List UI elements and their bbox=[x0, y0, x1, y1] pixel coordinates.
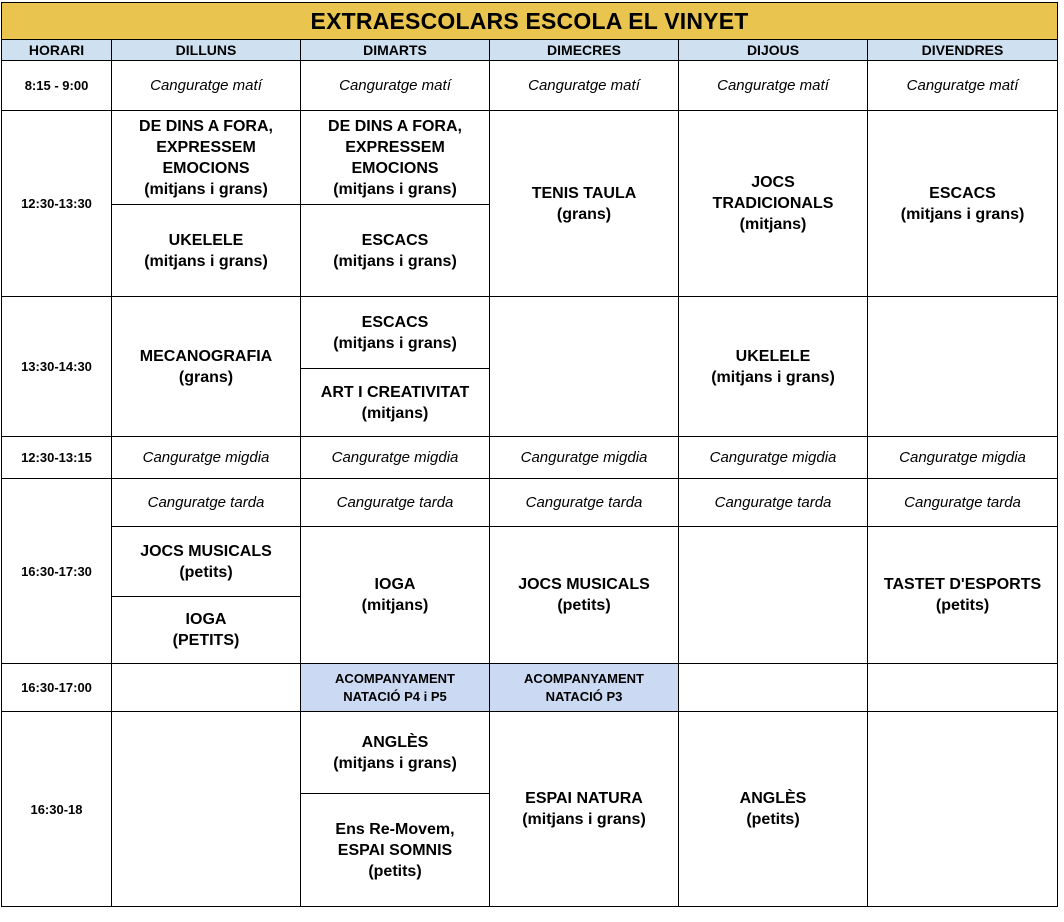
activity-line: TRADICIONALS bbox=[712, 195, 834, 212]
activity-cell bbox=[868, 111, 1058, 297]
activity-line: ESPAI SOMNIS bbox=[337, 841, 453, 859]
activity-line: ESCACS bbox=[361, 231, 429, 249]
empty-cell bbox=[490, 297, 679, 437]
activity-line: DE DINS A FORA, bbox=[139, 117, 273, 135]
activity-line: Ens Re-Movem, bbox=[335, 820, 455, 838]
activity-line: (mitjans i grans) bbox=[333, 334, 457, 352]
activity-line: EXPRESSEM bbox=[156, 138, 256, 156]
activity-line: (petits) bbox=[557, 597, 611, 614]
swim-escort-cell bbox=[301, 664, 490, 712]
midday-care-cell: Canguratge migdia bbox=[112, 437, 301, 479]
time-slot: 8:15 - 9:00 bbox=[2, 61, 112, 111]
header-dilluns: DILLUNS bbox=[112, 40, 301, 61]
activity-cell bbox=[490, 712, 679, 907]
time-slot: 12:30-13:30 bbox=[2, 111, 112, 297]
activity-line: ESCACS bbox=[929, 184, 996, 202]
activity-line: JOCS MUSICALS bbox=[518, 576, 650, 593]
morning-care-cell: Canguratge matí bbox=[301, 61, 490, 111]
activity-line: (mitjans i grans) bbox=[900, 205, 1025, 223]
activity-line: NATACIÓ P4 i P5 bbox=[343, 688, 447, 704]
activity-line: (petits) bbox=[746, 811, 800, 828]
activity-line: ESCACS bbox=[361, 313, 429, 331]
activity-line: (mitjans) bbox=[361, 404, 429, 422]
activity-cell bbox=[301, 527, 490, 664]
time-slot: 16:30-18 bbox=[2, 712, 112, 907]
activity-line: (petits) bbox=[935, 597, 990, 614]
activity-cell bbox=[490, 527, 679, 664]
afternoon-care-cell: Canguratge tarda bbox=[490, 479, 679, 527]
afternoon-care-cell: Canguratge tarda bbox=[679, 479, 868, 527]
activity-line: (PETITS) bbox=[172, 632, 240, 649]
activity-cell bbox=[490, 111, 679, 297]
time-slot: 13:30-14:30 bbox=[2, 297, 112, 437]
activity-cell bbox=[301, 369, 490, 437]
activity-cell bbox=[301, 111, 490, 205]
time-slot: 12:30-13:15 bbox=[2, 437, 112, 479]
activity-line: UKELELE bbox=[168, 231, 244, 249]
morning-care-cell: Canguratge matí bbox=[868, 61, 1058, 111]
activity-line: (mitjans i grans) bbox=[144, 252, 268, 270]
header-dimarts: DIMARTS bbox=[301, 40, 490, 61]
activity-line: (mitjans) bbox=[361, 597, 429, 614]
swim-escort-cell bbox=[490, 664, 679, 712]
activity-line: TASTET D'ESPORTS bbox=[883, 576, 1042, 593]
activity-cell bbox=[679, 712, 868, 907]
midday-care-cell: Canguratge migdia bbox=[868, 437, 1058, 479]
morning-care-cell: Canguratge matí bbox=[679, 61, 868, 111]
time-slot: 16:30-17:00 bbox=[2, 664, 112, 712]
activity-cell bbox=[301, 205, 490, 297]
schedule-table bbox=[1, 2, 1058, 907]
activity-line: (petits) bbox=[179, 563, 233, 581]
activity-line: ART I CREATIVITAT bbox=[320, 383, 470, 401]
activity-cell bbox=[301, 794, 490, 907]
activity-line: NATACIÓ P3 bbox=[545, 688, 623, 704]
activity-cell bbox=[301, 712, 490, 794]
afternoon-care-cell: Canguratge tarda bbox=[112, 479, 301, 527]
activity-line: JOCS MUSICALS bbox=[140, 542, 272, 560]
midday-care-cell: Canguratge migdia bbox=[679, 437, 868, 479]
header-dijous: DIJOUS bbox=[679, 40, 868, 61]
header-divendres: DIVENDRES bbox=[868, 40, 1058, 61]
morning-care-cell: Canguratge matí bbox=[490, 61, 679, 111]
header-horari: HORARI bbox=[2, 40, 112, 61]
activity-line: ANGLÈS bbox=[361, 733, 429, 751]
activity-cell bbox=[112, 297, 301, 437]
morning-care-cell: Canguratge matí bbox=[112, 61, 301, 111]
activity-line: (mitjans i grans) bbox=[333, 180, 457, 198]
empty-cell bbox=[679, 527, 868, 664]
midday-care-cell: Canguratge migdia bbox=[490, 437, 679, 479]
header-dimecres: DIMECRES bbox=[490, 40, 679, 61]
activity-line: (petits) bbox=[368, 862, 422, 880]
empty-cell bbox=[868, 297, 1058, 437]
afternoon-care-cell: Canguratge tarda bbox=[301, 479, 490, 527]
activity-line: (mitjans i grans) bbox=[522, 811, 646, 828]
activity-line: ESPAI NATURA bbox=[525, 790, 643, 807]
activity-cell bbox=[301, 297, 490, 369]
activity-line: ACOMPANYAMENT bbox=[524, 670, 644, 686]
activity-line: ANGLÈS bbox=[739, 790, 807, 807]
activity-line: EMOCIONS bbox=[162, 159, 250, 177]
activity-cell bbox=[112, 205, 301, 297]
activity-line: TENIS TAULA bbox=[531, 184, 637, 202]
activity-cell bbox=[679, 111, 868, 297]
activity-cell bbox=[868, 527, 1058, 664]
activity-cell bbox=[112, 597, 301, 664]
activity-line: DE DINS A FORA, bbox=[328, 117, 462, 135]
schedule-title: EXTRAESCOLARS ESCOLA EL VINYET bbox=[2, 3, 1058, 40]
activity-cell bbox=[112, 527, 301, 597]
activity-line: MECANOGRAFIA bbox=[139, 347, 273, 365]
time-slot: 16:30-17:30 bbox=[2, 479, 112, 664]
empty-cell bbox=[112, 712, 301, 907]
activity-line: (grans) bbox=[556, 205, 612, 223]
activity-line: IOGA bbox=[374, 576, 416, 593]
activity-line: EMOCIONS bbox=[351, 159, 439, 177]
empty-cell bbox=[868, 664, 1058, 712]
activity-line: EXPRESSEM bbox=[345, 138, 445, 156]
empty-cell bbox=[112, 664, 301, 712]
activity-line: JOCS bbox=[751, 174, 795, 191]
activity-line: IOGA bbox=[185, 611, 227, 628]
empty-cell bbox=[868, 712, 1058, 907]
activity-line: (mitjans i grans) bbox=[333, 252, 457, 270]
activity-line: (mitjans i grans) bbox=[711, 368, 835, 386]
afternoon-care-cell: Canguratge tarda bbox=[868, 479, 1058, 527]
empty-cell bbox=[679, 664, 868, 712]
activity-line: (mitjans i grans) bbox=[333, 754, 457, 772]
activity-line: UKELELE bbox=[735, 347, 811, 365]
midday-care-cell: Canguratge migdia bbox=[301, 437, 490, 479]
activity-line: (grans) bbox=[178, 368, 234, 386]
activity-line: (mitjans i grans) bbox=[144, 180, 268, 198]
activity-cell bbox=[112, 111, 301, 205]
activity-line: (mitjans) bbox=[739, 216, 807, 233]
activity-cell bbox=[679, 297, 868, 437]
activity-line: ACOMPANYAMENT bbox=[335, 670, 455, 686]
